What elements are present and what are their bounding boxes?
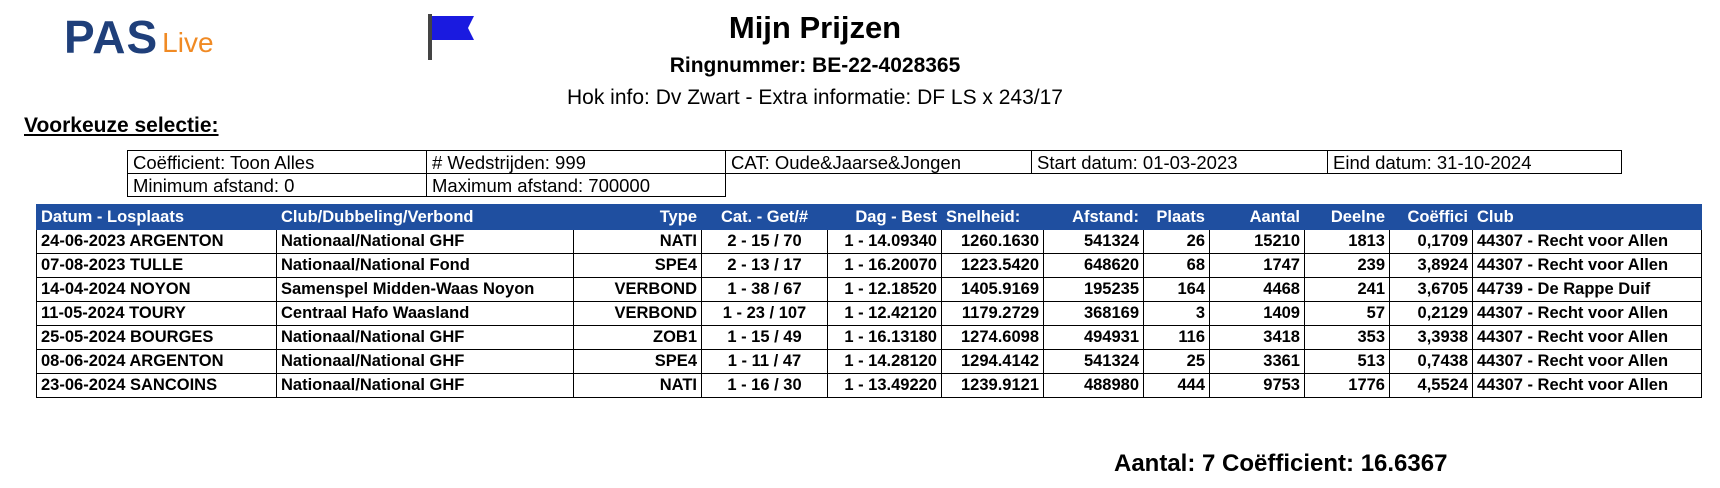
cell-plaats: 116 bbox=[1144, 326, 1210, 350]
cell-deelne: 1776 bbox=[1305, 374, 1390, 398]
cell-club: 44307 - Recht voor Allen bbox=[1473, 254, 1702, 278]
col-header-cat[interactable]: Cat. - Get/# bbox=[702, 205, 828, 230]
cell-datum: 11-05-2024 TOURY bbox=[37, 302, 277, 326]
cell-snelheid: 1294.4142 bbox=[942, 350, 1044, 374]
cell-club: 44307 - Recht voor Allen bbox=[1473, 350, 1702, 374]
cell-afstand: 368169 bbox=[1044, 302, 1144, 326]
cell-plaats: 68 bbox=[1144, 254, 1210, 278]
cell-afstand: 648620 bbox=[1044, 254, 1144, 278]
cell-type: VERBOND bbox=[574, 278, 702, 302]
cell-snelheid: 1239.9121 bbox=[942, 374, 1044, 398]
cell-plaats: 164 bbox=[1144, 278, 1210, 302]
cell-deelne: 241 bbox=[1305, 278, 1390, 302]
cell-club: 44307 - Recht voor Allen bbox=[1473, 230, 1702, 254]
filter-wedstrijden: # Wedstrijden: 999 bbox=[427, 151, 726, 174]
table-row bbox=[37, 326, 1702, 350]
cell-cat: 1 - 38 / 67 bbox=[702, 278, 828, 302]
cell-coefficient: 3,6705 bbox=[1390, 278, 1473, 302]
cell-dag-best: 1 - 12.42120 bbox=[828, 302, 942, 326]
table-row bbox=[37, 350, 1702, 374]
cell-datum: 23-06-2024 SANCOINS bbox=[37, 374, 277, 398]
cell-club: 44307 - Recht voor Allen bbox=[1473, 302, 1702, 326]
cell-aantal: 3418 bbox=[1210, 326, 1305, 350]
logo-main-text: PAS bbox=[64, 11, 159, 63]
logo-sub-text: Live bbox=[162, 27, 214, 58]
cell-cat: 1 - 11 / 47 bbox=[702, 350, 828, 374]
col-header-afstand[interactable]: Afstand: bbox=[1044, 205, 1144, 230]
filter-eind-datum: Eind datum: 31-10-2024 bbox=[1328, 151, 1622, 174]
hok-info: Hok info: Dv Zwart - Extra informatie: DF LS x 243/17 bbox=[566, 86, 1063, 109]
cell-dag-best: 1 - 14.09340 bbox=[828, 230, 942, 254]
cell-type: NATI bbox=[574, 374, 702, 398]
cell-afstand: 541324 bbox=[1044, 230, 1144, 254]
cell-datum: 25-05-2024 BOURGES bbox=[37, 326, 277, 350]
cell-deelne: 353 bbox=[1305, 326, 1390, 350]
filter-table bbox=[127, 150, 1622, 197]
filter-start-datum: Start datum: 01-03-2023 bbox=[1032, 151, 1328, 174]
cell-plaats: 444 bbox=[1144, 374, 1210, 398]
cell-aantal: 9753 bbox=[1210, 374, 1305, 398]
cell-club-dubbeling: Nationaal/National GHF bbox=[277, 326, 574, 350]
table-row bbox=[37, 230, 1702, 254]
cell-deelne: 239 bbox=[1305, 254, 1390, 278]
cell-aantal: 1747 bbox=[1210, 254, 1305, 278]
filter-coefficient: Coëfficient: Toon Alles bbox=[128, 151, 427, 174]
cell-dag-best: 1 - 16.13180 bbox=[828, 326, 942, 350]
filter-row bbox=[128, 174, 1622, 197]
cell-plaats: 26 bbox=[1144, 230, 1210, 254]
cell-dag-best: 1 - 13.49220 bbox=[828, 374, 942, 398]
col-header-aantal[interactable]: Aantal bbox=[1210, 205, 1305, 230]
cell-snelheid: 1223.5420 bbox=[942, 254, 1044, 278]
cell-datum: 08-06-2024 ARGENTON bbox=[37, 350, 277, 374]
cell-club-dubbeling: Nationaal/National Fond bbox=[277, 254, 574, 278]
cell-club: 44739 - De Rappe Duif bbox=[1473, 278, 1702, 302]
table-row bbox=[37, 302, 1702, 326]
totals-summary: Aantal: 7 Coëfficient: 16.6367 bbox=[1114, 450, 1448, 477]
col-header-type[interactable]: Type bbox=[574, 205, 702, 230]
cell-cat: 2 - 13 / 17 bbox=[702, 254, 828, 278]
col-header-club-dubbeling[interactable]: Club/Dubbeling/Verbond bbox=[277, 205, 574, 230]
cell-cat: 2 - 15 / 70 bbox=[702, 230, 828, 254]
cell-club-dubbeling: Nationaal/National GHF bbox=[277, 374, 574, 398]
cell-type: SPE4 bbox=[574, 350, 702, 374]
cell-snelheid: 1274.6098 bbox=[942, 326, 1044, 350]
cell-deelne: 513 bbox=[1305, 350, 1390, 374]
col-header-dag-best[interactable]: Dag - Best bbox=[828, 205, 942, 230]
cell-plaats: 25 bbox=[1144, 350, 1210, 374]
cell-club-dubbeling: Nationaal/National GHF bbox=[277, 230, 574, 254]
col-header-datum[interactable]: Datum - Losplaats bbox=[37, 205, 277, 230]
filter-row bbox=[128, 151, 1622, 174]
cell-snelheid: 1260.1630 bbox=[942, 230, 1044, 254]
col-header-club[interactable]: Club bbox=[1473, 205, 1702, 230]
cell-dag-best: 1 - 16.20070 bbox=[828, 254, 942, 278]
col-header-plaats[interactable]: Plaats bbox=[1144, 205, 1210, 230]
filter-cat: CAT: Oude&Jaarse&Jongen bbox=[726, 151, 1032, 174]
cell-afstand: 494931 bbox=[1044, 326, 1144, 350]
cell-coefficient: 0,2129 bbox=[1390, 302, 1473, 326]
cell-coefficient: 3,3938 bbox=[1390, 326, 1473, 350]
cell-type: SPE4 bbox=[574, 254, 702, 278]
cell-type: ZOB1 bbox=[574, 326, 702, 350]
cell-dag-best: 1 - 14.28120 bbox=[828, 350, 942, 374]
cell-snelheid: 1179.2729 bbox=[942, 302, 1044, 326]
cell-datum: 24-06-2023 ARGENTON bbox=[37, 230, 277, 254]
page-title: Mijn Prijzen bbox=[728, 10, 902, 45]
cell-afstand: 541324 bbox=[1044, 350, 1144, 374]
filter-min-afstand: Minimum afstand: 0 bbox=[128, 174, 427, 197]
cell-datum: 07-08-2023 TULLE bbox=[37, 254, 277, 278]
cell-deelne: 57 bbox=[1305, 302, 1390, 326]
cell-coefficient: 0,1709 bbox=[1390, 230, 1473, 254]
cell-aantal: 15210 bbox=[1210, 230, 1305, 254]
cell-snelheid: 1405.9169 bbox=[942, 278, 1044, 302]
cell-coefficient: 0,7438 bbox=[1390, 350, 1473, 374]
cell-type: VERBOND bbox=[574, 302, 702, 326]
table-row bbox=[37, 254, 1702, 278]
cell-aantal: 4468 bbox=[1210, 278, 1305, 302]
col-header-deelne[interactable]: Deelne bbox=[1305, 205, 1390, 230]
table-row bbox=[37, 374, 1702, 398]
cell-deelne: 1813 bbox=[1305, 230, 1390, 254]
cell-club: 44307 - Recht voor Allen bbox=[1473, 326, 1702, 350]
cell-club-dubbeling: Samenspel Midden-Waas Noyon bbox=[277, 278, 574, 302]
ringnummer: Ringnummer: BE-22-4028365 bbox=[669, 54, 961, 77]
cell-aantal: 3361 bbox=[1210, 350, 1305, 374]
table-row bbox=[37, 278, 1702, 302]
cell-plaats: 3 bbox=[1144, 302, 1210, 326]
cell-coefficient: 3,8924 bbox=[1390, 254, 1473, 278]
cell-dag-best: 1 - 12.18520 bbox=[828, 278, 942, 302]
cell-aantal: 1409 bbox=[1210, 302, 1305, 326]
cell-afstand: 195235 bbox=[1044, 278, 1144, 302]
cell-datum: 14-04-2024 NOYON bbox=[37, 278, 277, 302]
cell-afstand: 488980 bbox=[1044, 374, 1144, 398]
results-header-row bbox=[37, 205, 1702, 230]
col-header-coefficient[interactable]: Coëffici bbox=[1390, 205, 1473, 230]
voorkeuze-label: Voorkeuze selectie: bbox=[24, 114, 219, 137]
cell-cat: 1 - 15 / 49 bbox=[702, 326, 828, 350]
cell-type: NATI bbox=[574, 230, 702, 254]
cell-cat: 1 - 23 / 107 bbox=[702, 302, 828, 326]
cell-club-dubbeling: Centraal Hafo Waasland bbox=[277, 302, 574, 326]
filter-max-afstand: Maximum afstand: 700000 bbox=[427, 174, 726, 197]
cell-club: 44307 - Recht voor Allen bbox=[1473, 374, 1702, 398]
col-header-snelheid[interactable]: Snelheid: bbox=[942, 205, 1044, 230]
cell-coefficient: 4,5524 bbox=[1390, 374, 1473, 398]
cell-club-dubbeling: Nationaal/National GHF bbox=[277, 350, 574, 374]
cell-cat: 1 - 16 / 30 bbox=[702, 374, 828, 398]
results-table bbox=[36, 204, 1702, 398]
